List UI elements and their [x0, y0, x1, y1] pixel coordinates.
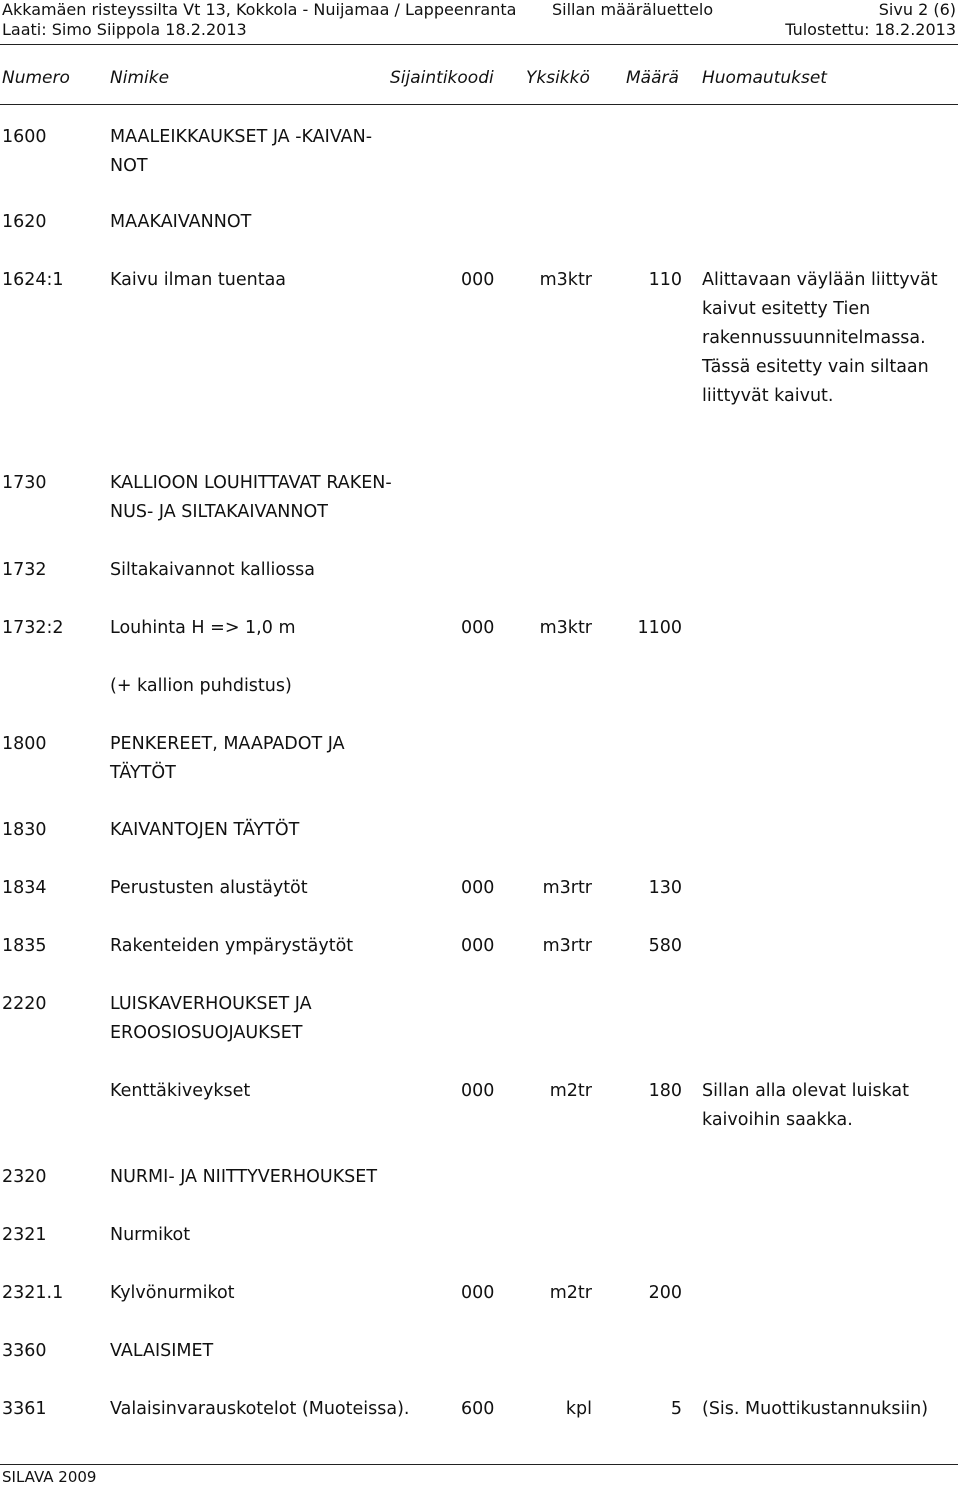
item-name: Kylvönurmikot	[110, 1283, 235, 1303]
footer-divider	[0, 1464, 958, 1465]
item-number: 2321.1	[2, 1283, 64, 1303]
item-name: Nurmikot	[110, 1225, 191, 1245]
column-header-name: Nimike	[110, 68, 170, 88]
unit: kpl	[565, 1399, 592, 1419]
item-number: 1624:1	[2, 270, 64, 290]
item-number: 1732:2	[2, 618, 64, 638]
document-type: Sillan määräluettelo	[552, 0, 714, 19]
item-name: (+ kallion puhdistus)	[110, 676, 292, 696]
unit: m3rtr	[542, 878, 592, 898]
location-code: 000	[461, 878, 495, 898]
item-name: LUISKAVERHOUKSET JA EROOSIOSUOJAUKSET	[110, 994, 312, 1043]
column-header-divider	[0, 104, 958, 105]
note: Sillan alla olevat luiskat kaivoihin saakka.	[702, 1081, 909, 1130]
unit: m3rtr	[542, 936, 592, 956]
item-name: Siltakaivannot kalliossa	[110, 560, 316, 580]
item-name: Valaisinvarauskotelot (Muoteissa).	[110, 1399, 410, 1419]
item-number: 1620	[2, 212, 47, 232]
location-code: 000	[461, 270, 495, 290]
unit: m2tr	[549, 1283, 592, 1303]
location-code: 000	[461, 1081, 495, 1101]
item-number: 1835	[2, 936, 47, 956]
item-name: KALLIOON LOUHITTAVAT RAKEN- NUS- JA SILTAKAIVANNOT	[110, 473, 392, 522]
item-number: 2220	[2, 994, 47, 1014]
item-number: 1600	[2, 127, 47, 147]
unit: m3ktr	[539, 618, 592, 638]
item-name: Rakenteiden ympärystäytöt	[110, 936, 354, 956]
item-name: Kaivu ilman tuentaa	[110, 270, 287, 290]
quantity: 130	[648, 878, 682, 898]
item-number: 1834	[2, 878, 47, 898]
footer-software: SILAVA 2009	[2, 1468, 97, 1486]
item-name: Kenttäkiveykset	[110, 1081, 251, 1101]
quantity: 580	[648, 936, 682, 956]
item-number: 2321	[2, 1225, 47, 1245]
item-number: 1730	[2, 473, 47, 493]
print-date: Tulostettu: 18.2.2013	[785, 20, 956, 39]
page-number: Sivu 2 (6)	[878, 0, 956, 19]
item-number: 1800	[2, 734, 47, 754]
note: Alittavaan väylään liittyvät kaivut esitetty Tien rakennussuunnitelmassa. Tässä esitetty vain siltaan liittyvät kaivut.	[702, 270, 938, 406]
item-name: Perustusten alustäytöt	[110, 878, 308, 898]
column-header-unit: Yksikkö	[526, 68, 590, 88]
quantity: 5	[670, 1399, 682, 1419]
item-name: MAAKAIVANNOT	[110, 212, 252, 232]
item-name: PENKEREET, MAAPADOT JA TÄYTÖT	[110, 734, 345, 783]
author-line: Laati: Simo Siippola 18.2.2013	[2, 20, 247, 39]
quantity: 180	[648, 1081, 682, 1101]
item-number: 1830	[2, 820, 47, 840]
column-header-number: Numero	[2, 68, 70, 88]
item-number: 3360	[2, 1341, 47, 1361]
item-name: MAALEIKKAUKSET JA -KAIVAN- NOT	[110, 127, 373, 176]
unit: m2tr	[549, 1081, 592, 1101]
quantity: 200	[648, 1283, 682, 1303]
item-name: KAIVANTOJEN TÄYTÖT	[110, 820, 300, 840]
location-code: 000	[461, 1283, 495, 1303]
location-code: 000	[461, 618, 495, 638]
quantity: 110	[648, 270, 682, 290]
item-number: 3361	[2, 1399, 47, 1419]
column-header-quantity: Määrä	[626, 68, 679, 88]
item-number: 1732	[2, 560, 47, 580]
quantity: 1100	[637, 618, 682, 638]
item-name: Louhinta H => 1,0 m	[110, 618, 296, 638]
item-name: NURMI- JA NIITTYVERHOUKSET	[110, 1167, 378, 1187]
column-header-location: Sijaintikoodi	[390, 68, 494, 88]
note: (Sis. Muottikustannuksiin)	[702, 1399, 929, 1419]
item-number: 2320	[2, 1167, 47, 1187]
document-title: Akkamäen risteyssilta Vt 13, Kokkola - Nuijamaa / Lappeenranta	[2, 0, 517, 19]
location-code: 600	[461, 1399, 495, 1419]
header-divider	[0, 44, 958, 45]
unit: m3ktr	[539, 270, 592, 290]
item-name: VALAISIMET	[110, 1341, 214, 1361]
column-header-notes: Huomautukset	[702, 68, 827, 88]
location-code: 000	[461, 936, 495, 956]
